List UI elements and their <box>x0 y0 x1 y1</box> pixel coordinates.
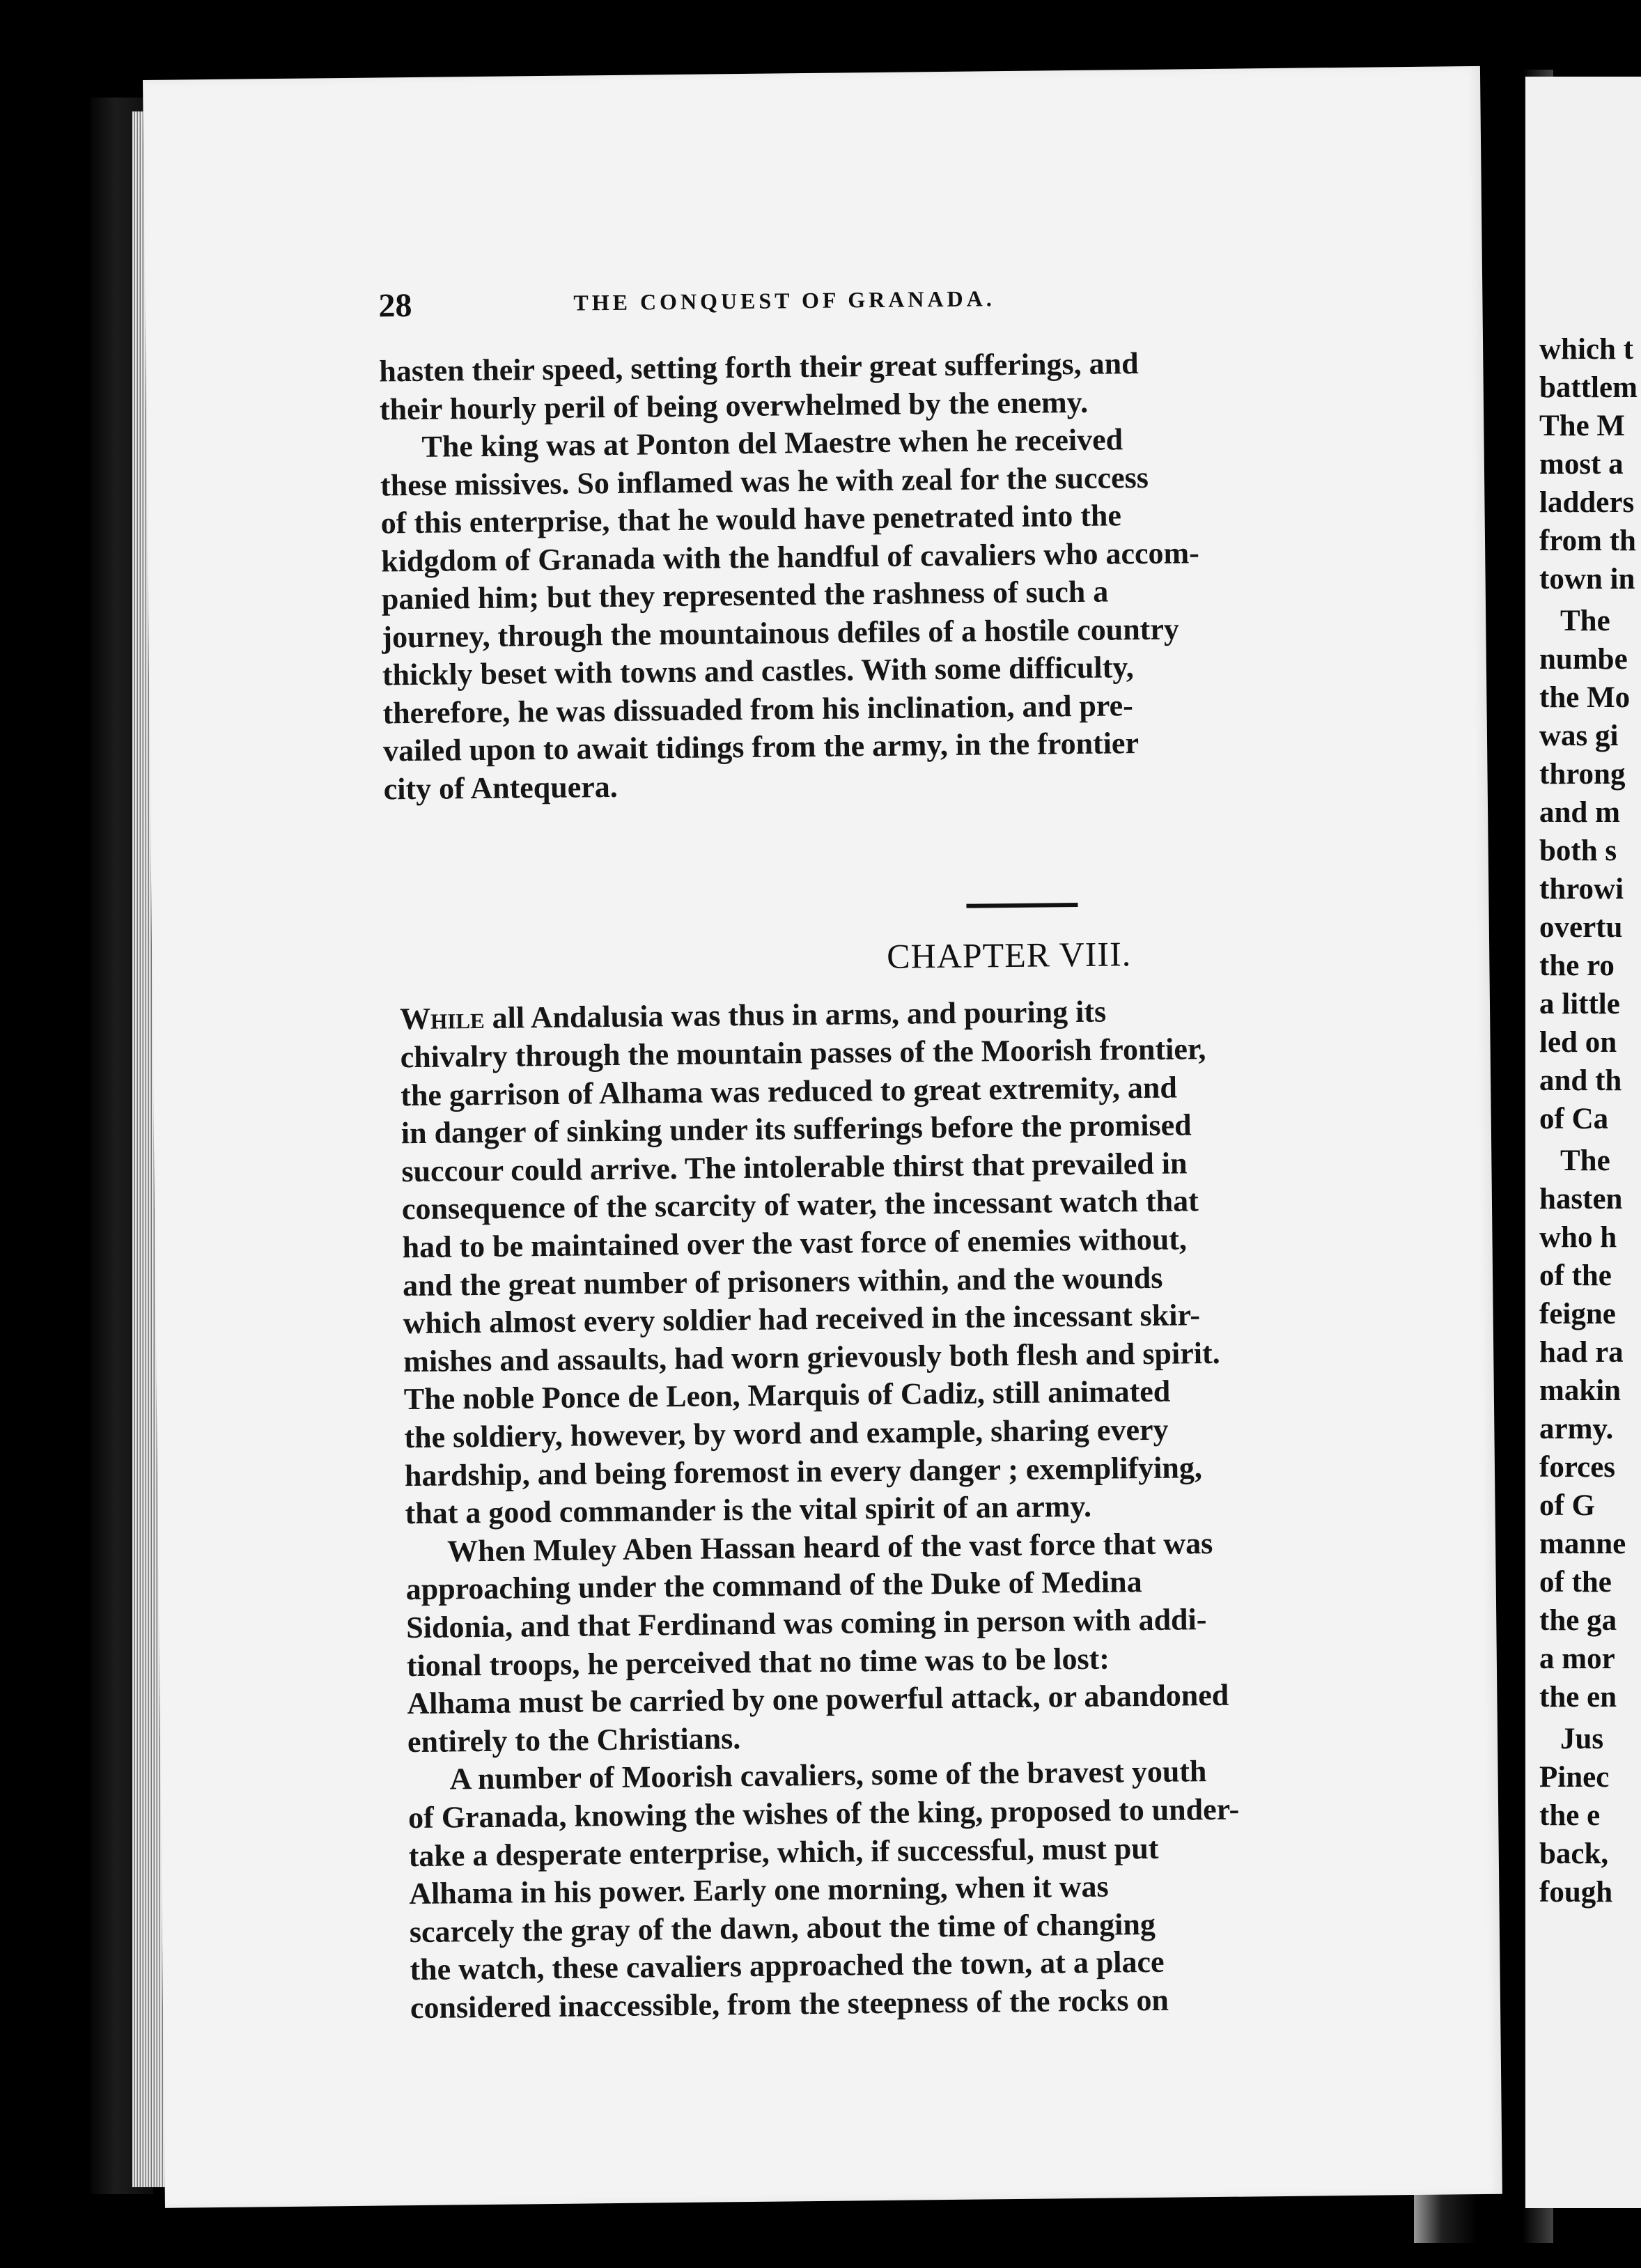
text-line: had to be maintained over the vast force of enemies without, <box>402 1222 1188 1265</box>
opening-rest: all Andalusia was thus in arms, and pouring its <box>484 994 1107 1035</box>
text-line: The king was at Ponton del Maestre when he received <box>421 422 1123 464</box>
facing-page-line: led on <box>1539 1026 1617 1059</box>
facing-page-line: Jus <box>1560 1723 1604 1755</box>
text-line: the garrison of Alhama was reduced to great extremity, and <box>400 1070 1178 1112</box>
facing-page-line: the e <box>1539 1799 1601 1832</box>
facing-page-line: town in <box>1539 563 1635 596</box>
facing-page-line: a little <box>1539 988 1620 1020</box>
facing-page-line: the ro <box>1539 949 1615 982</box>
text-line: these missives. So inflamed was he with zeal for the success <box>380 460 1149 502</box>
facing-page-line: both s <box>1539 834 1617 867</box>
page-number: 28 <box>378 286 412 325</box>
text-line: entirely to the Christians. <box>407 1721 741 1759</box>
running-head: THE CONQUEST OF GRANADA. <box>573 286 995 316</box>
facing-page-line: the ga <box>1539 1604 1617 1637</box>
text-line: mishes and assaults, had worn grievously both flesh and spirit. <box>403 1335 1220 1378</box>
facing-page-line: the Mo <box>1539 681 1631 714</box>
text-line: hasten their speed, setting forth their great sufferings, and <box>379 346 1139 389</box>
text-line: thickly beset with towns and castles. With some difficulty, <box>382 650 1135 692</box>
facing-page-line: numbe <box>1539 643 1628 676</box>
chapter-title: CHAPTER VIII. <box>886 934 1132 976</box>
text-line: of Granada, knowing the wishes of the king, proposed to under- <box>407 1792 1240 1835</box>
text-line: A number of Moorish cavaliers, some of the bravest youth <box>449 1754 1207 1796</box>
facing-page-line: most a <box>1539 448 1624 481</box>
facing-page-line: of the <box>1539 1259 1612 1292</box>
text-line: the soldiery, however, by word and example, sharing every <box>404 1412 1169 1455</box>
facing-page-line: was gi <box>1539 720 1619 752</box>
facing-page-line: of the <box>1539 1566 1612 1599</box>
text-line: considered inaccessible, from the steepness of the rocks on <box>410 1982 1169 2026</box>
facing-page-line: the en <box>1539 1681 1617 1714</box>
chapter-opening-line <box>399 994 1107 1036</box>
facing-page-line: army. <box>1539 1413 1614 1445</box>
text-line: which almost every soldier had received in the incessant skir- <box>403 1298 1201 1341</box>
text-line: Alhama in his power. Early one morning, when it was <box>409 1869 1109 1911</box>
text-line: When Muley Aben Hassan heard of the vast force that was <box>446 1525 1213 1569</box>
facing-page-line: throng <box>1539 758 1626 791</box>
text-line: Alhama must be carried by one powerful attack, or abandoned <box>407 1677 1229 1721</box>
text-line: kidgdom of Granada with the handful of cavaliers who accom- <box>380 535 1200 578</box>
text-line: journey, through the mountainous defiles of a hostile country <box>382 611 1180 654</box>
facing-page-line: had ra <box>1539 1336 1624 1369</box>
book-page <box>143 66 1502 2208</box>
facing-page-line: ladders <box>1539 486 1635 519</box>
text-line: in danger of sinking under its sufferings before the promised <box>400 1108 1192 1151</box>
text-line: hardship, and being foremost in every danger ; exemplifying, <box>404 1450 1203 1493</box>
text-line: of this enterprise, that he would have penetrated into the <box>380 498 1122 541</box>
text-line: city of Antequera. <box>383 769 618 806</box>
facing-page-line: feigne <box>1539 1298 1616 1330</box>
text-line: vailed upon to await tidings from the army, in the frontier <box>382 726 1140 768</box>
text-line: chivalry through the mountain passes of the Moorish frontier, <box>400 1032 1206 1075</box>
facing-page-line: of Ca <box>1539 1103 1609 1135</box>
facing-page-line: forces <box>1539 1451 1616 1484</box>
text-line: consequence of the scarcity of water, the incessant watch that <box>401 1183 1199 1227</box>
facing-page-line: back, <box>1539 1838 1609 1870</box>
facing-page-line: from th <box>1539 525 1636 557</box>
page-header <box>378 277 1305 329</box>
facing-page-line: hasten <box>1539 1183 1623 1215</box>
facing-page-line: The <box>1560 605 1610 637</box>
text-line: their hourly peril of being overwhelmed by the enemy. <box>379 385 1089 426</box>
text-line: scarcely the gray of the dawn, about the time of changing <box>409 1906 1156 1949</box>
text-line: take a desperate enterprise, which, if successful, must put <box>408 1831 1159 1873</box>
facing-page-line: and m <box>1539 796 1620 829</box>
text-line: and the great number of prisoners within, and the wounds <box>402 1260 1163 1303</box>
facing-page-line: manne <box>1539 1528 1626 1560</box>
facing-page-line: makin <box>1539 1374 1621 1407</box>
chapter-rule <box>966 903 1078 908</box>
facing-page-line: battlem <box>1539 371 1638 404</box>
facing-page-line: The <box>1560 1144 1610 1177</box>
facing-page-line: throwi <box>1539 873 1624 906</box>
text-line: tional troops, he perceived that no time was to be lost: <box>406 1641 1110 1683</box>
opening-word: While <box>399 1000 485 1036</box>
facing-page-line: Pinec <box>1539 1761 1610 1794</box>
facing-page-line: which t <box>1539 333 1633 366</box>
text-line: that a good commander is the vital spirit of an army. <box>405 1489 1092 1531</box>
facing-page-line: of G <box>1539 1489 1596 1522</box>
text-line: The noble Ponce de Leon, Marquis of Cadiz, still animated <box>403 1374 1171 1417</box>
facing-page-line: overtu <box>1539 911 1623 944</box>
text-line: panied him; but they represented the rashness of such a <box>381 574 1109 616</box>
facing-page-line: fough <box>1539 1876 1613 1909</box>
facing-page-line: a mor <box>1539 1642 1615 1675</box>
facing-page <box>1525 77 1641 2208</box>
text-line: the watch, these cavaliers approached the town, at a place <box>410 1945 1165 1987</box>
facing-page-line: and th <box>1539 1064 1622 1097</box>
facing-page-line: who h <box>1539 1221 1617 1254</box>
text-line: Sidonia, and that Ferdinand was coming in person with addi- <box>406 1602 1207 1645</box>
text-line: approaching under the command of the Duke of Medina <box>405 1564 1142 1607</box>
text-line: therefore, he was dissuaded from his inclination, and pre- <box>382 688 1134 730</box>
text-line: succour could arrive. The intolerable thirst that prevailed in <box>401 1146 1188 1188</box>
facing-page-line: The M <box>1539 410 1626 442</box>
